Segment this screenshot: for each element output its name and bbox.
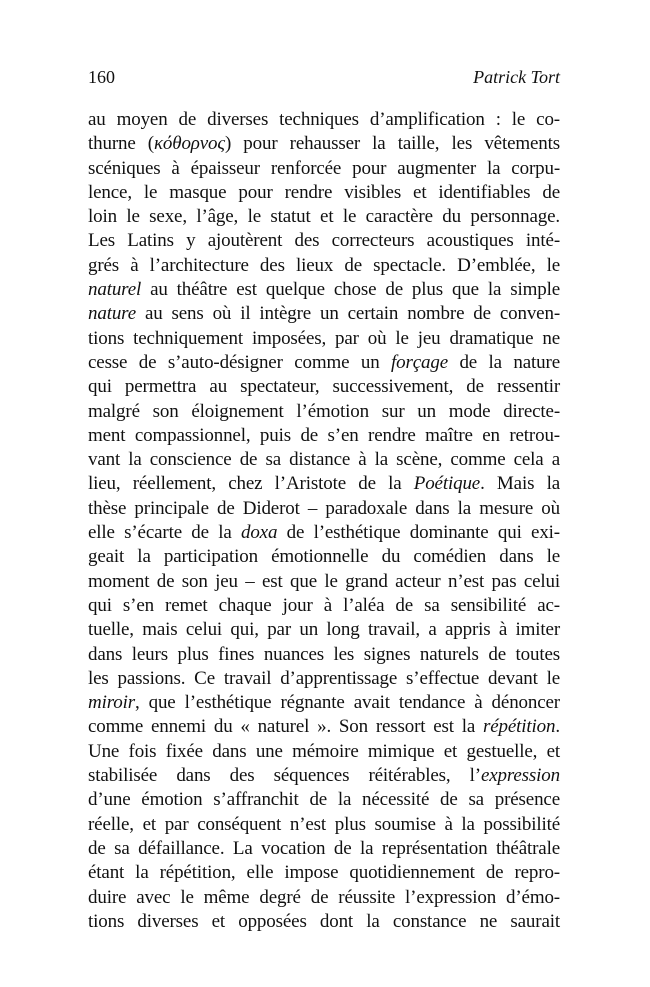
- text-line: [88, 910, 560, 934]
- text-line: [88, 764, 560, 788]
- text-segment: . Mais la: [480, 473, 560, 495]
- text-line: [88, 715, 560, 739]
- text-line: [88, 886, 560, 910]
- text-line: [88, 521, 560, 545]
- text-line: [88, 302, 560, 326]
- text-segment: stabilisée dans des séquences réitérables, l’: [88, 765, 481, 787]
- text-line: [88, 472, 560, 496]
- text-line: [88, 351, 560, 375]
- text-segment: les passions. Ce travail d’apprentissage s’effectue devant le: [88, 667, 560, 689]
- text-line: [88, 254, 560, 278]
- text-line: [88, 278, 560, 302]
- text-segment: au sens où il intègre un certain nombre de conven-: [136, 303, 560, 325]
- italic-text: miroir: [88, 692, 135, 714]
- text-segment: cesse de s’auto-désigner comme un: [88, 351, 391, 373]
- text-segment: réelle, et par conséquent n’est plus soumise à la possibilité: [88, 813, 560, 835]
- text-segment: .: [555, 716, 560, 738]
- text-segment: malgré son éloignement l’émotion sur un mode directe-: [88, 400, 560, 422]
- text-line: [88, 618, 560, 642]
- italic-text: naturel: [88, 279, 142, 301]
- text-line: [88, 667, 560, 691]
- page-number: 160: [88, 67, 115, 87]
- text-segment: dans leurs plus fines nuances les signes naturels de toutes: [88, 643, 560, 665]
- text-segment: loin le sexe, l’âge, le statut et le caractère du personnage.: [88, 206, 560, 228]
- text-segment: de la nature: [448, 351, 560, 373]
- text-line: [88, 424, 560, 448]
- text-segment: scéniques à épaisseur renforcée pour augmenter la corpu-: [88, 157, 560, 179]
- text-segment: thurne (: [88, 133, 154, 155]
- text-line: [88, 837, 560, 861]
- text-line: [88, 861, 560, 885]
- text-segment: tions diverses et opposées dont la constance ne saurait: [88, 910, 560, 932]
- text-line: [88, 570, 560, 594]
- italic-text: nature: [88, 303, 137, 325]
- italic-text: κόθορνος: [153, 133, 225, 155]
- text-segment: qui permettra au spectateur, successivement, de ressentir: [88, 376, 560, 398]
- text-segment: Une fois fixée dans une mémoire mimique et gestuelle, et: [88, 740, 560, 762]
- text-segment: lence, le masque pour rendre visibles et identifiables de: [88, 181, 560, 203]
- text-segment: de sa défaillance. La vocation de la représentation théâtrale: [88, 837, 560, 859]
- text-segment: de l’esthétique dominante qui exi-: [277, 522, 560, 544]
- running-head: [88, 66, 560, 88]
- text-line: [88, 327, 560, 351]
- text-line: [88, 229, 560, 253]
- text-line: [88, 813, 560, 837]
- text-line: [88, 375, 560, 399]
- text-segment: au théâtre est quelque chose de plus que la simple: [141, 279, 560, 301]
- text-line: [88, 157, 560, 181]
- text-segment: comme ennemi du « naturel ». Son ressort est la: [88, 716, 483, 738]
- text-line: [88, 108, 560, 132]
- text-segment: Les Latins y ajoutèrent des correcteurs acoustiques inté-: [88, 230, 560, 252]
- text-segment: grés à l’architecture des lieux de spectacle. D’emblée, le: [88, 254, 560, 276]
- text-segment: moment de son jeu – est que le grand acteur n’est pas celui: [88, 570, 560, 592]
- text-segment: vant la conscience de sa distance à la scène, comme cela a: [88, 449, 560, 471]
- body-paragraph: [88, 108, 560, 934]
- text-segment: ment compassionnel, puis de s’en rendre maître en retrou-: [88, 424, 560, 446]
- italic-text: doxa: [240, 522, 278, 544]
- text-line: [88, 205, 560, 229]
- text-segment: ) pour rehausser la taille, les vêtements: [224, 133, 560, 155]
- italic-text: Poétique: [413, 473, 481, 495]
- text-segment: tuelle, mais celui qui, par un long travail, a appris à imiter: [88, 619, 560, 641]
- text-line: [88, 448, 560, 472]
- text-line: [88, 788, 560, 812]
- text-segment: au moyen de diverses techniques d’amplification : le co-: [88, 109, 560, 130]
- text-segment: d’une émotion s’affranchit de la nécessité de sa présence: [88, 789, 560, 811]
- italic-text: forçage: [391, 351, 448, 373]
- text-line: [88, 400, 560, 424]
- text-line: [88, 545, 560, 569]
- text-line: [88, 740, 560, 764]
- text-segment: geait la participation émotionnelle du comédien dans le: [88, 546, 560, 568]
- text-segment: qui s’en remet chaque jour à l’aléa de sa sensibilité ac-: [88, 594, 560, 616]
- text-segment: tions techniquement imposées, par où le jeu dramatique ne: [88, 327, 560, 349]
- text-segment: duire avec le même degré de réussite l’expression d’émo-: [88, 886, 560, 908]
- text-line: [88, 643, 560, 667]
- text-line: [88, 181, 560, 205]
- text-line: [88, 594, 560, 618]
- italic-text: expression: [480, 765, 560, 787]
- text-line: [88, 497, 560, 521]
- text-line: [88, 691, 560, 715]
- text-line: [88, 132, 560, 156]
- text-segment: elle s’écarte de la: [88, 522, 241, 544]
- text-segment: thèse principale de Diderot – paradoxale dans la mesure où: [88, 497, 560, 519]
- running-head-author: Patrick Tort: [473, 67, 560, 87]
- text-segment: lieu, réellement, chez l’Aristote de la: [88, 473, 414, 495]
- text-segment: étant la répétition, elle impose quotidiennement de repro-: [88, 862, 560, 884]
- text-segment: , que l’esthétique régnante avait tendance à dénoncer: [134, 692, 560, 714]
- italic-text: répétition: [483, 716, 556, 738]
